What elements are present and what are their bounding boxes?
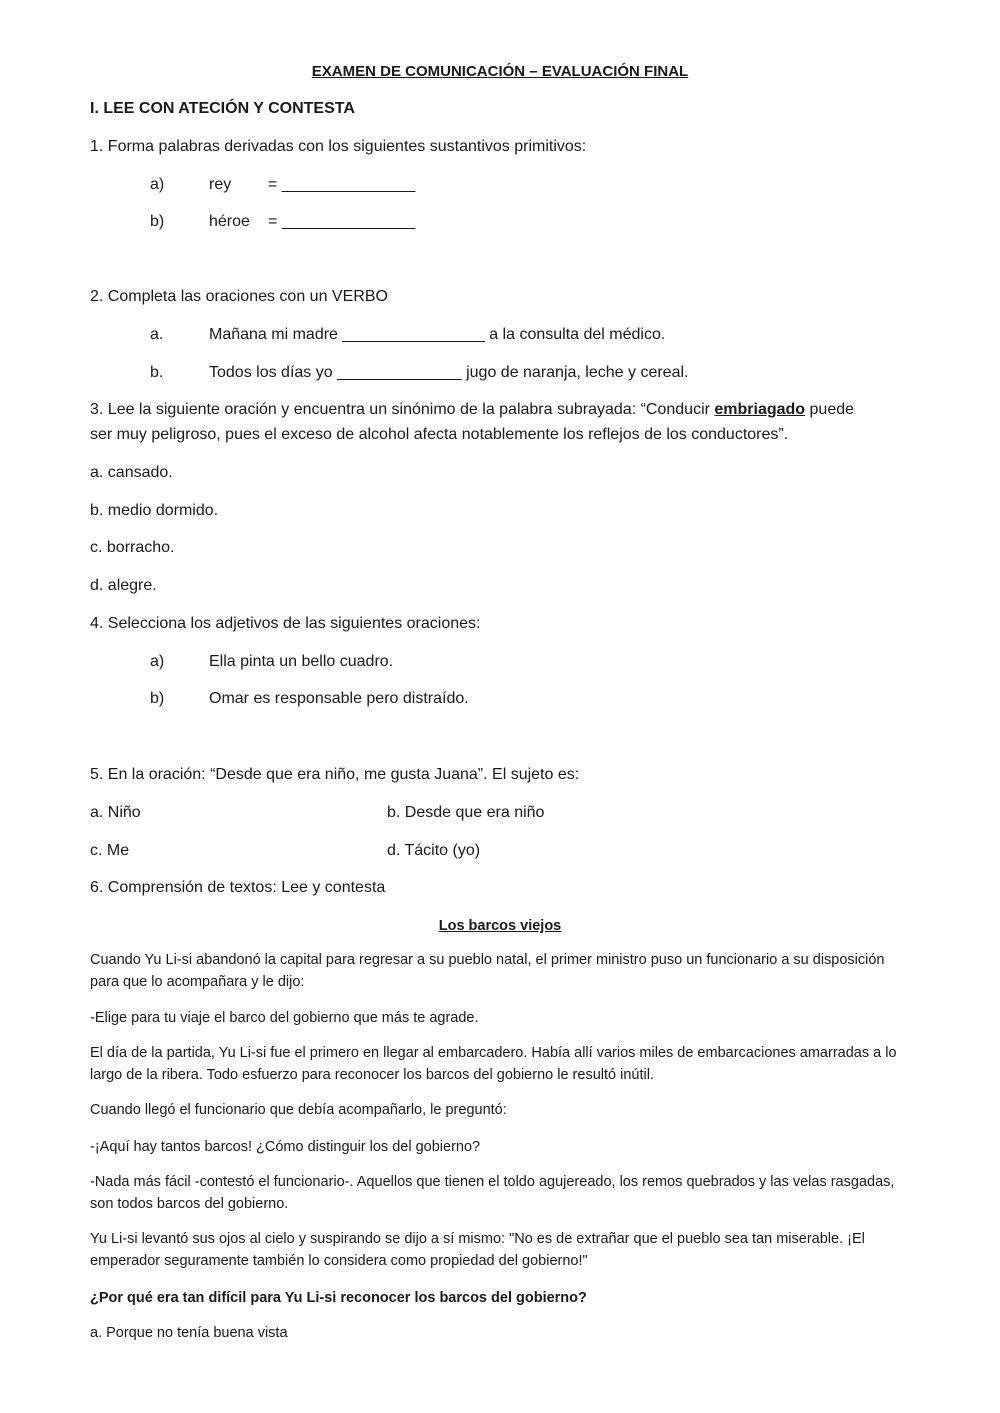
q3-option-b[interactable]: b. medio dormido. <box>90 502 219 519</box>
q1-item-b-word: héroe <box>209 213 250 230</box>
q5-option-d[interactable]: d. Tácito (yo) <box>387 842 481 859</box>
q1-item-b-label: b) <box>150 213 165 230</box>
q3-option-d[interactable]: d. alegre. <box>90 577 157 594</box>
q2-item-a-label: a. <box>150 326 164 343</box>
q4-item-b-label: b) <box>150 690 165 707</box>
question-1: 1. Forma palabras derivadas con los siguientes sustantivos primitivos: <box>90 138 587 155</box>
question-6: 6. Comprensión de textos: Lee y contesta <box>90 879 386 896</box>
q4-item-a-label: a) <box>150 653 165 670</box>
question-3-pre: 3. Lee la siguiente oración y encuentra un sinónimo de la palabra subrayada: “Conducir <box>90 401 715 418</box>
underlined-word: embriagado <box>714 401 806 418</box>
q2-item-a-text[interactable]: Mañana mi madre ________________ a la consulta del médico. <box>209 326 666 343</box>
q3-option-a[interactable]: a. cansado. <box>90 464 173 481</box>
q1-item-b-blank[interactable]: = _______________ <box>268 213 416 230</box>
question-2: 2. Completa las oraciones con un VERBO <box>90 288 388 305</box>
story-paragraph: Yu Li-si levantó sus ojos al cielo y suspirando se dijo a sí mismo: "No es de extrañar que el pueblo sea tan miserable. ¡El emperador seguramente también lo considera como propiedad del gobierno!" <box>90 1231 865 1269</box>
story-paragraph: Cuando llegó el funcionario que debía acompañarlo, le preguntó: <box>90 1102 507 1118</box>
comprehension-question: ¿Por qué era tan difícil para Yu Li-si reconocer los barcos del gobierno? <box>90 1290 587 1306</box>
q5-option-a[interactable]: a. Niño <box>90 804 141 821</box>
q4-item-a-text: Ella pinta un bello cuadro. <box>209 653 394 670</box>
story-paragraph: El día de la partida, Yu Li-si fue el primero en llegar al embarcadero. Había allí varios miles de embarcaciones amarradas a lo largo de la ribera. Todo esfuerzo para reconocer los barcos del gobierno le resultó inútil. <box>90 1045 897 1083</box>
question-5: 5. En la oración: “Desde que era niño, me gusta Juana”. El sujeto es: <box>90 766 580 783</box>
q1-item-a-word: rey <box>209 176 232 193</box>
story-paragraph: -Nada más fácil -contestó el funcionario-. Aquellos que tienen el toldo agujereado, los remos quebrados y las velas rasgadas, son todos barcos del gobierno. <box>90 1174 895 1212</box>
q2-item-b-label: b. <box>150 364 164 381</box>
q3-option-c[interactable]: c. borracho. <box>90 539 175 556</box>
question-3-line-2: ser muy peligroso, pues el exceso de alcohol afecta notablemente los reflejos de los conductores”. <box>90 426 789 443</box>
q5-option-b[interactable]: b. Desde que era niño <box>387 804 545 821</box>
q2-item-b-text[interactable]: Todos los días yo ______________ jugo de naranja, leche y cereal. <box>209 364 689 381</box>
answer-option-a[interactable]: a. Porque no tenía buena vista <box>90 1325 288 1341</box>
q5-option-c[interactable]: c. Me <box>90 842 130 859</box>
story-paragraph: -¡Aquí hay tantos barcos! ¿Cómo distinguir los del gobierno? <box>90 1139 481 1155</box>
story-title: Los barcos viejos <box>438 918 562 934</box>
story-paragraph: Cuando Yu Li-si abandonó la capital para regresar a su pueblo natal, el primer ministro puso un funcionario a su disposición para que lo acompañara y le dijo: <box>90 952 885 990</box>
q1-item-a-blank[interactable]: = _______________ <box>268 176 416 193</box>
question-3-post: puede <box>805 401 855 418</box>
question-3-line-1 <box>90 400 854 420</box>
q1-item-a-label: a) <box>150 176 165 193</box>
story-paragraph: -Elige para tu viaje el barco del gobierno que más te agrade. <box>90 1010 479 1026</box>
page-title: EXAMEN DE COMUNICACIÓN – EVALUACIÓN FINAL <box>311 63 689 80</box>
section-heading: I. LEE CON ATECIÓN Y CONTESTA <box>90 100 355 117</box>
q4-item-b-text: Omar es responsable pero distraído. <box>209 690 469 707</box>
question-4: 4. Selecciona los adjetivos de las siguientes oraciones: <box>90 615 481 632</box>
